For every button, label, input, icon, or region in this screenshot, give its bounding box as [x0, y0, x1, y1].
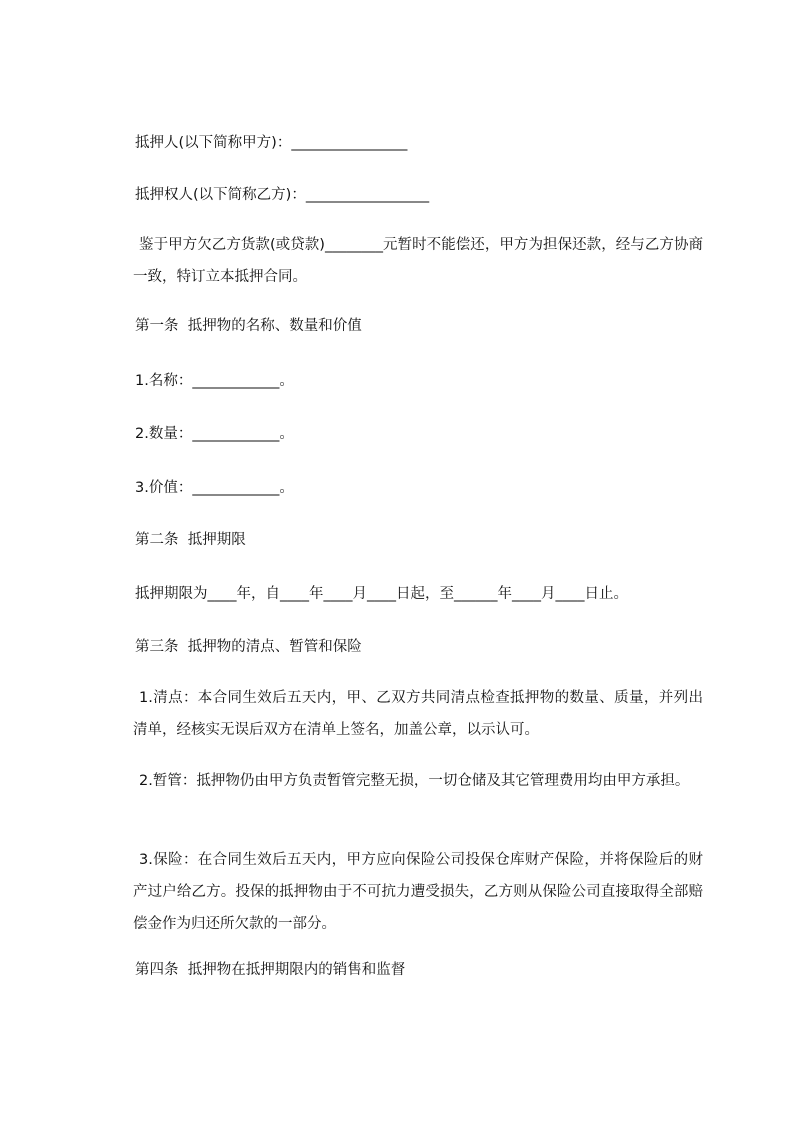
article3-item-inventory [133, 682, 703, 746]
party-b-line: 抵押权人(以下简称乙方)：_________________ [135, 187, 430, 203]
article3-title: 第三条 抵押物的清点、暂管和保险 [135, 639, 362, 655]
article1-item-value: 3.价值：____________。 [135, 480, 294, 496]
article4-title: 第四条 抵押物在抵押期限内的销售和监督 [135, 962, 406, 978]
party-a-line: 抵押人(以下简称甲方)：________________ [135, 135, 408, 151]
article2-text: 抵押期限为____年，自____年____月____日起，至______年____月____日止。 [135, 586, 628, 602]
article1-item-name: 1.名称：____________。 [135, 373, 294, 389]
article3-item-insurance [133, 844, 703, 940]
article3-item-insurance-text: 3.保险：在合同生效后五天内，甲方应向保险公司投保仓库财产保险，并将保险后的财产过户给乙方。投保的抵押物由于不可抗力遭受损失，乙方则从保险公司直接取得全部赔偿金作为归还所欠款的一部分。 [133, 852, 703, 932]
preamble-paragraph [133, 229, 703, 293]
article2-title: 第二条 抵押期限 [135, 532, 246, 548]
preamble-text: 鉴于甲方欠乙方货款(或贷款)________元暂时不能偿还，甲方为担保还款，经与乙方协商一致，特订立本抵押合同。 [133, 237, 703, 285]
article3-item-custody [133, 765, 703, 797]
article3-item-inventory-text: 1.清点：本合同生效后五天内，甲、乙双方共同清点检查抵押物的数量、质量，并列出清单，经核实无误后双方在清单上签名，加盖公章，以示认可。 [133, 690, 703, 738]
article1-title: 第一条 抵押物的名称、数量和价值 [135, 318, 362, 334]
article3-item-custody-text: 2.暂管：抵押物仍由甲方负责暂管完整无损，一切仓储及其它管理费用均由甲方承担。 [139, 773, 690, 789]
article1-item-quantity: 2.数量：____________。 [135, 426, 294, 442]
